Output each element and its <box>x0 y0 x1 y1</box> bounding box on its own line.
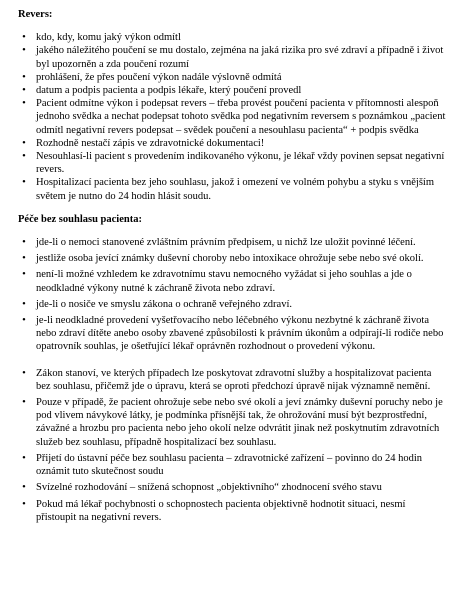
list-item: • jakého náležitého poučení se mu dostalo, zejména na jaká rizika pro své zdraví a případně i život byl upozorněn a zda poučení rozumí <box>18 44 446 70</box>
bullet-icon: • <box>22 32 26 44</box>
list-item: • Zákon stanoví, ve kterých případech lze poskytovat zdravotní služby a hospitalizovat pacienta bez souhlasu, přičemž jde o úpravu, která se oproti předchozí úpravě nijak významně nemění. <box>18 367 446 393</box>
bullet-icon: • <box>22 269 26 281</box>
list-item: • Přijetí do ústavní péče bez souhlasu pacienta – zdravotnické zařízení – povinno do 24 hodin oznámit tuto skutečnost soudu <box>18 452 446 478</box>
bullet-icon: • <box>22 315 26 327</box>
bullet-icon: • <box>22 498 26 510</box>
bullet-icon: • <box>22 45 26 57</box>
bullet-icon: • <box>22 98 26 110</box>
bullet-icon: • <box>22 237 26 249</box>
list-item: • Pokud má lékař pochybnosti o schopnostech pacienta objektivně hodnotit situaci, nesmí přistoupit na negativní revers. <box>18 498 446 524</box>
bullet-icon: • <box>22 177 26 189</box>
list-item: • Nesouhlasí-li pacient s provedením indikovaného výkonu, je lékař vždy povinen sepsat negativní revers. <box>18 150 446 176</box>
bullet-icon: • <box>22 137 26 149</box>
list-item: • jde-li o nemoci stanovené zvláštním právním předpisem, u nichž lze uložit povinné léčení. <box>18 236 446 249</box>
bullet-icon: • <box>22 253 26 265</box>
bullet-icon: • <box>22 482 26 494</box>
list-item: • Svízelné rozhodování – snížená schopnost „objektivního“ zhodnocení svého stavu <box>18 481 446 494</box>
list-item: • prohlášení, že přes poučení výkon nadále výslovně odmítá <box>18 71 446 84</box>
list-item: • Pouze v případě, že pacient ohrožuje sebe nebo své okolí a jeví známky duševní poruchy nebo je pod vlivem návykové látky, je podmínka přísnější tak, že ohrožování musí být bezprostřední, závažné a hrozbu pro pacienta nebo jeho okolí nelze odvrátit jinak než poskytnutím zdravotních služeb bez souhlasu, případně hospitalizací bez souhlasu. <box>18 396 446 449</box>
pece-notes-list <box>18 367 446 524</box>
revers-list <box>18 31 446 203</box>
list-item: • Rozhodně nestačí zápis ve zdravotnické dokumentaci! <box>18 137 446 150</box>
list-item: • datum a podpis pacienta a podpis lékaře, který poučení provedl <box>18 84 446 97</box>
section-title-pece: Péče bez souhlasu pacienta: <box>18 213 142 225</box>
list-item: • Hospitalizací pacienta bez jeho souhlasu, jakož i omezení ve volném pohybu a styku s vnějším světem je nutno do 24 hodin hlásit soudu. <box>18 176 446 202</box>
bullet-icon: • <box>22 71 26 83</box>
list-item: • kdo, kdy, komu jaký výkon odmítl <box>18 31 446 44</box>
bullet-icon: • <box>22 298 26 310</box>
section-title-revers: Revers: <box>18 9 53 20</box>
list-item: • je-li neodkladné provedení vyšetřovacího nebo léčebného výkonu nezbytné k záchraně života nebo zdraví dítěte anebo osoby zbavené způsobilosti k právním úkonům a odpírají-li rodiče nebo opatrovník souhlas, je ošetřující lékař oprávněn rozhodnout o provedení výkonu. <box>18 314 446 354</box>
bullet-icon: • <box>22 397 26 409</box>
bullet-icon: • <box>22 452 26 464</box>
list-item: • jde-li o nosiče ve smyslu zákona o ochraně veřejného zdraví. <box>18 298 446 311</box>
list-item: • Pacient odmítne výkon i podepsat revers – třeba provést poučení pacienta v přítomnosti alespoň jednoho svědka a nechat podepsat tohoto svědka pod negativním reversem s poznámkou „pacient odmítl negativní revers podepsat – svědek poučení a nesouhlasu pacienta“ + podpis svědka <box>18 97 446 137</box>
list-item: • není-li možné vzhledem ke zdravotnímu stavu nemocného vyžádat si jeho souhlas a jde o neodkladné výkony nutné k záchraně života nebo zdraví. <box>18 268 446 294</box>
bullet-icon: • <box>22 151 26 163</box>
bullet-icon: • <box>22 367 26 379</box>
list-item: • jestliže osoba jevící známky duševní choroby nebo intoxikace ohrožuje sebe nebo své okolí. <box>18 252 446 265</box>
bullet-icon: • <box>22 85 26 97</box>
spacer <box>18 357 446 367</box>
pece-conditions-list <box>18 236 446 354</box>
